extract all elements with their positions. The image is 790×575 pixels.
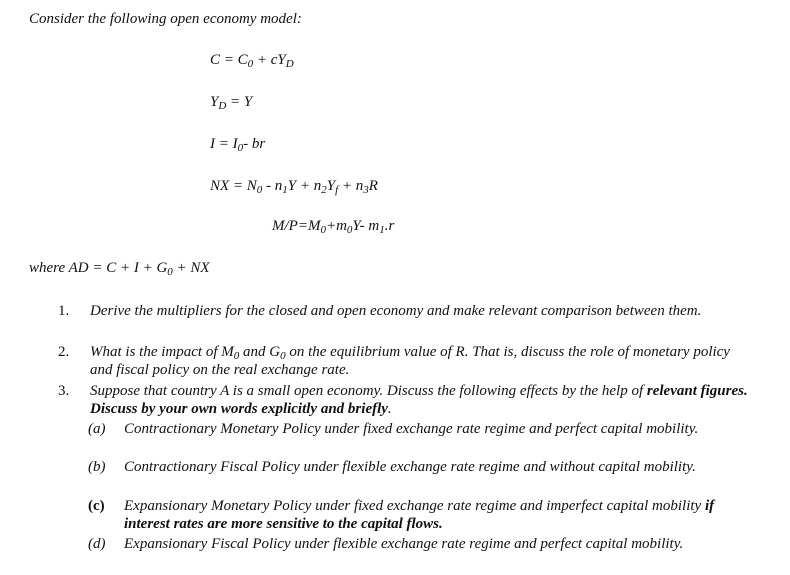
q2-sub: 0 bbox=[233, 350, 240, 362]
eq3-sub: 0 bbox=[237, 142, 244, 154]
equation-money-market bbox=[272, 218, 394, 235]
eq3-part: I = I bbox=[210, 136, 238, 152]
subquestion-text bbox=[124, 497, 754, 533]
eq1-part: + cY bbox=[253, 52, 286, 68]
eq5-sub: 0 bbox=[346, 224, 353, 236]
eq4-sub: f bbox=[335, 184, 339, 196]
subquestion-label: (c) bbox=[88, 498, 105, 514]
where-part: + NX bbox=[172, 260, 210, 276]
eq5-part: +m bbox=[325, 218, 347, 234]
question-text bbox=[90, 382, 750, 418]
equation-net-exports bbox=[210, 178, 378, 195]
eq5-part: Y- m bbox=[352, 218, 380, 234]
where-part: where AD = C + I + G bbox=[29, 260, 168, 276]
question-number: 2. bbox=[58, 344, 70, 360]
eq2-part: Y bbox=[210, 94, 219, 110]
subquestion-label: (a) bbox=[88, 421, 106, 437]
equation-investment bbox=[210, 136, 265, 153]
eq4-sub: 2 bbox=[321, 184, 327, 196]
eq5-part: M/P=M bbox=[272, 218, 321, 234]
q3-part: Suppose that country A is a small open economy. Discuss the following effects by the help of bbox=[90, 383, 647, 399]
intro-text: Consider the following open economy model: bbox=[29, 11, 302, 27]
equation-consumption bbox=[210, 52, 294, 69]
eq5-part: .r bbox=[384, 218, 395, 234]
subquestion-label: (d) bbox=[88, 536, 106, 552]
eq4-sub: 0 bbox=[256, 184, 263, 196]
q2-part: on the equilibrium value of R. That is, discuss the role of monetary policy and fiscal policy on the real exchange rate. bbox=[90, 344, 730, 378]
eq4-part: - n bbox=[262, 178, 283, 194]
equation-disposable-income bbox=[210, 94, 252, 111]
q2-part: What is the impact of M bbox=[90, 344, 234, 360]
eq4-part: Y + n bbox=[287, 178, 322, 194]
eq2-sub: D bbox=[218, 100, 227, 112]
eq4-part: R bbox=[368, 178, 378, 194]
q3-part: . bbox=[387, 401, 392, 417]
where-sub: 0 bbox=[167, 266, 173, 278]
question-text: Derive the multipliers for the closed and open economy and make relevant comparison between them. bbox=[90, 303, 702, 319]
subquestion-text: Contractionary Fiscal Policy under flexible exchange rate regime and without capital mobility. bbox=[124, 459, 696, 475]
eq1-part: C = C bbox=[210, 52, 248, 68]
question-number: 3. bbox=[58, 383, 70, 399]
qc-part: Expansionary Monetary Policy under fixed exchange rate regime and imperfect capital mobility bbox=[124, 498, 705, 514]
subquestion-text: Contractionary Monetary Policy under fixed exchange rate regime and perfect capital mobility. bbox=[124, 421, 699, 437]
q2-part: and G bbox=[239, 344, 281, 360]
subquestion-text: Expansionary Fiscal Policy under flexible exchange rate regime and perfect capital mobility. bbox=[124, 536, 684, 552]
question-text bbox=[90, 343, 750, 379]
eq5-sub: 0 bbox=[320, 224, 326, 236]
eq4-part: + n bbox=[338, 178, 364, 194]
eq4-part: Y bbox=[326, 178, 336, 194]
q3-bold: relevant figures. Discuss by your own words explicitly and briefly bbox=[90, 383, 748, 417]
where-clause bbox=[29, 260, 210, 277]
eq1-sub: 0 bbox=[247, 58, 254, 70]
eq4-sub: 1 bbox=[282, 184, 288, 196]
eq4-sub: 3 bbox=[363, 184, 369, 196]
eq1-sub: D bbox=[285, 58, 294, 70]
eq2-part: = Y bbox=[226, 94, 253, 110]
eq3-part: - br bbox=[243, 136, 266, 152]
question-number: 1. bbox=[58, 303, 70, 319]
subquestion-label: (b) bbox=[88, 459, 106, 475]
q2-sub: 0 bbox=[280, 350, 286, 362]
eq4-part: NX = N bbox=[210, 178, 257, 194]
qc-bold: if interest rates are more sensitive to the capital flows. bbox=[124, 498, 715, 532]
eq5-sub: 1 bbox=[379, 224, 385, 236]
